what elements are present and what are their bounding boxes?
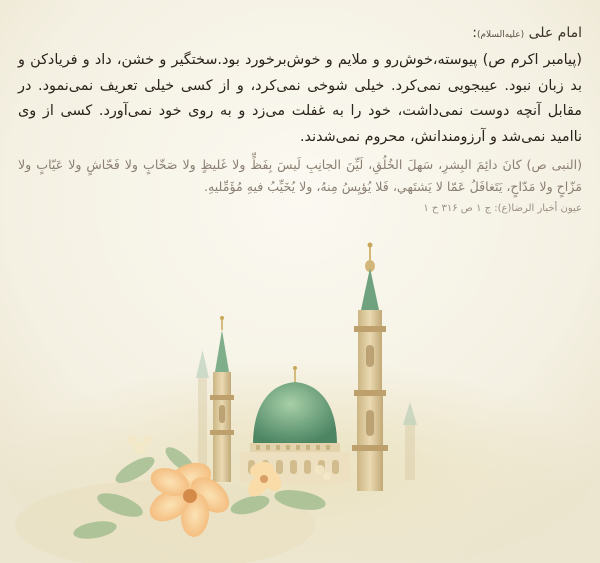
speaker-line xyxy=(18,22,582,46)
source-citation: عیون أخبار الرضا(ع): ج ۱ ص ۳۱۶ ح ۱ xyxy=(423,203,582,214)
speaker-name: امام علی xyxy=(528,25,582,41)
arabic-hadith: (النبی ص) كانَ دائِمَ البِشرِ، سَهلَ الخُلُقِ، لَيِّنَ الجانِبِ لَيسَ بِفَظٍّ ولا غَليظٍ ولا صَخّابٍ ولا فَحّاشٍ ولا عَيّابٍ ولا مَزّاحٍ ولا مَدّاحٍ، يَتَغافَلُ عَمّا لا يَشتَهي، فَلا يُؤيِسُ مِنهُ، ولا يُخَيِّبُ فيهِ مُؤَمِّليهِ. xyxy=(18,157,582,194)
honorific: (علیه‌السلام) xyxy=(476,30,525,40)
persian-translation: (پیامبر اکرم ص) پیوسته،خوش‌رو و ملایم و خوش‌برخورد بود.سختگیر و خشن، داد و فریادکن و بد زبان نبود. عیبجویی نمی‌کرد. خیلی شوخی نمی‌کرد، و از کسی خیلی تعریف نمی‌نمود. در مقابل آنچه دوست نمی‌داشت، خود را به غفلت می‌زد و به روی خود نمی‌آورد. کسی از وی ناامید نمی‌شد و آرزومندانش، محروم نمی‌شدند. xyxy=(18,52,582,145)
quote-block xyxy=(18,22,582,217)
speaker-colon: : xyxy=(472,25,477,41)
